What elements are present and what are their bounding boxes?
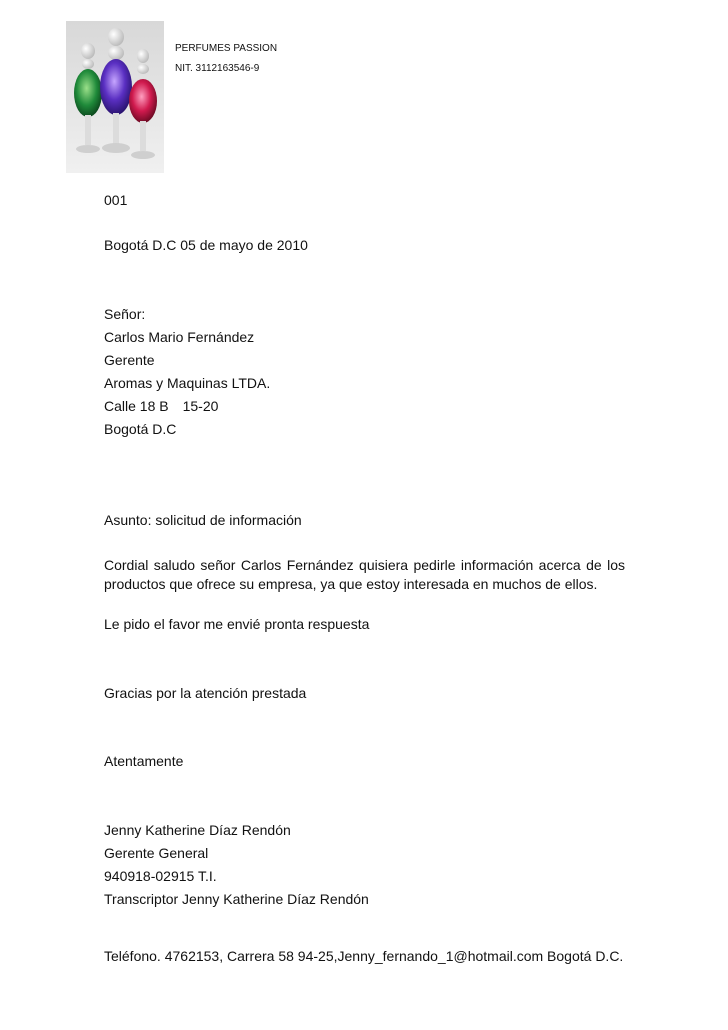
signature-title: Gerente General bbox=[104, 845, 209, 861]
footer-contact: Teléfono. 4762153, Carrera 58 94-25,Jenny_fernando_1@hotmail.com Bogotá D.C. bbox=[104, 948, 624, 964]
recipient-title: Gerente bbox=[104, 352, 155, 368]
recipient-name: Carlos Mario Fernández bbox=[104, 329, 255, 345]
address-number: 15-20 bbox=[182, 398, 219, 414]
recipient-company: Aromas y Maquinas LTDA. bbox=[104, 375, 271, 391]
recipient-address bbox=[104, 398, 218, 415]
letter-number: 001 bbox=[104, 192, 128, 208]
recipient-salutation: Señor: bbox=[104, 306, 146, 322]
company-name: PERFUMES PASSION bbox=[175, 43, 278, 54]
request-line: Le pido el favor me envié pronta respuesta bbox=[104, 616, 370, 632]
closing-line: Atentamente bbox=[104, 753, 184, 769]
company-nit: NIT. 3112163546-9 bbox=[175, 63, 260, 74]
thanks-line: Gracias por la atención prestada bbox=[104, 685, 307, 701]
signature-name: Jenny Katherine Díaz Rendón bbox=[104, 822, 291, 838]
address-street: Calle 18 B bbox=[104, 398, 169, 414]
perfume-bottles-image bbox=[66, 21, 164, 173]
signature-transcriptor: Transcriptor Jenny Katherine Díaz Rendón bbox=[104, 891, 369, 907]
signature-id: 940918-02915 T.I. bbox=[104, 868, 217, 884]
letter-date: Bogotá D.C 05 de mayo de 2010 bbox=[104, 237, 308, 253]
body-paragraph: Cordial saludo señor Carlos Fernández quisiera pedirle información acerca de los productos que ofrece su empresa, ya que estoy interesada en muchos de ellos. bbox=[104, 557, 625, 592]
recipient-city: Bogotá D.C bbox=[104, 421, 177, 437]
letter-subject: Asunto: solicitud de información bbox=[104, 512, 302, 528]
